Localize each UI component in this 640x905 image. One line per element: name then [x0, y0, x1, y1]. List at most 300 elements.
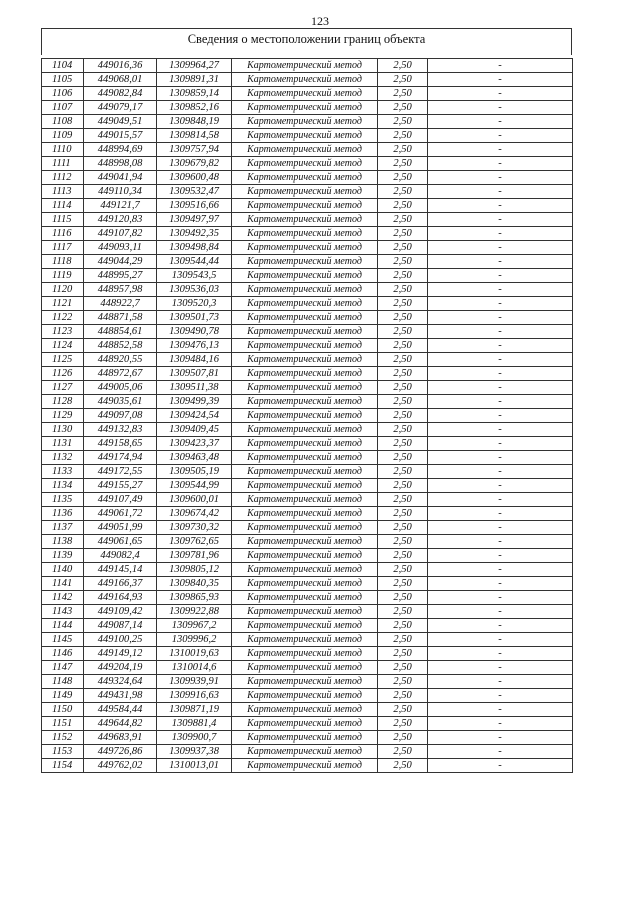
x-coordinate-cell: 448998,08: [84, 157, 157, 171]
point-number-cell: 1110: [42, 143, 84, 157]
table-row: [42, 437, 573, 451]
point-number-cell: 1144: [42, 619, 84, 633]
point-number-cell: 1142: [42, 591, 84, 605]
note-cell: -: [428, 745, 573, 759]
point-number-cell: 1108: [42, 115, 84, 129]
point-number-cell: 1118: [42, 255, 84, 269]
method-cell: Картометрический метод: [232, 675, 378, 689]
error-cell: 2,50: [378, 339, 428, 353]
method-cell: Картометрический метод: [232, 605, 378, 619]
y-coordinate-cell: 1309501,73: [157, 311, 232, 325]
y-coordinate-cell: 1309536,03: [157, 283, 232, 297]
table-row: [42, 549, 573, 563]
error-cell: 2,50: [378, 395, 428, 409]
note-cell: -: [428, 73, 573, 87]
table-row: [42, 675, 573, 689]
error-cell: 2,50: [378, 59, 428, 73]
note-cell: -: [428, 395, 573, 409]
point-number-cell: 1116: [42, 227, 84, 241]
point-number-cell: 1138: [42, 535, 84, 549]
y-coordinate-cell: 1309916,63: [157, 689, 232, 703]
table-row: [42, 87, 573, 101]
method-cell: Картометрический метод: [232, 465, 378, 479]
error-cell: 2,50: [378, 619, 428, 633]
error-cell: 2,50: [378, 73, 428, 87]
x-coordinate-cell: 449044,29: [84, 255, 157, 269]
point-number-cell: 1151: [42, 717, 84, 731]
note-cell: -: [428, 619, 573, 633]
note-cell: -: [428, 241, 573, 255]
x-coordinate-cell: 449158,65: [84, 437, 157, 451]
table-row: [42, 619, 573, 633]
table-row: [42, 367, 573, 381]
error-cell: 2,50: [378, 493, 428, 507]
table-row: [42, 423, 573, 437]
table-row: [42, 185, 573, 199]
x-coordinate-cell: 449093,11: [84, 241, 157, 255]
table-row: [42, 325, 573, 339]
y-coordinate-cell: 1309600,01: [157, 493, 232, 507]
point-number-cell: 1131: [42, 437, 84, 451]
point-number-cell: 1106: [42, 87, 84, 101]
error-cell: 2,50: [378, 563, 428, 577]
y-coordinate-cell: 1309814,58: [157, 129, 232, 143]
method-cell: Картометрический метод: [232, 703, 378, 717]
method-cell: Картометрический метод: [232, 479, 378, 493]
table-row: [42, 59, 573, 73]
method-cell: Картометрический метод: [232, 745, 378, 759]
method-cell: Картометрический метод: [232, 535, 378, 549]
method-cell: Картометрический метод: [232, 731, 378, 745]
y-coordinate-cell: 1309900,7: [157, 731, 232, 745]
page-number: 123: [311, 14, 329, 28]
y-coordinate-cell: 1309516,66: [157, 199, 232, 213]
error-cell: 2,50: [378, 633, 428, 647]
point-number-cell: 1139: [42, 549, 84, 563]
error-cell: 2,50: [378, 381, 428, 395]
note-cell: -: [428, 703, 573, 717]
coordinates-table: [41, 58, 573, 773]
point-number-cell: 1132: [42, 451, 84, 465]
x-coordinate-cell: 449079,17: [84, 101, 157, 115]
error-cell: 2,50: [378, 241, 428, 255]
x-coordinate-cell: 449155,27: [84, 479, 157, 493]
note-cell: -: [428, 731, 573, 745]
error-cell: 2,50: [378, 199, 428, 213]
error-cell: 2,50: [378, 367, 428, 381]
method-cell: Картометрический метод: [232, 157, 378, 171]
method-cell: Картометрический метод: [232, 73, 378, 87]
y-coordinate-cell: 1309600,48: [157, 171, 232, 185]
y-coordinate-cell: 1309507,81: [157, 367, 232, 381]
x-coordinate-cell: 449174,94: [84, 451, 157, 465]
y-coordinate-cell: 1309939,91: [157, 675, 232, 689]
x-coordinate-cell: 449164,93: [84, 591, 157, 605]
method-cell: Картометрический метод: [232, 297, 378, 311]
note-cell: -: [428, 59, 573, 73]
x-coordinate-cell: 449121,7: [84, 199, 157, 213]
method-cell: Картометрический метод: [232, 199, 378, 213]
method-cell: Картометрический метод: [232, 409, 378, 423]
point-number-cell: 1114: [42, 199, 84, 213]
x-coordinate-cell: 448922,7: [84, 297, 157, 311]
table-row: [42, 465, 573, 479]
point-number-cell: 1147: [42, 661, 84, 675]
x-coordinate-cell: 449082,4: [84, 549, 157, 563]
point-number-cell: 1150: [42, 703, 84, 717]
x-coordinate-cell: 449015,57: [84, 129, 157, 143]
error-cell: 2,50: [378, 745, 428, 759]
error-cell: 2,50: [378, 759, 428, 773]
note-cell: -: [428, 87, 573, 101]
note-cell: -: [428, 101, 573, 115]
point-number-cell: 1120: [42, 283, 84, 297]
point-number-cell: 1148: [42, 675, 84, 689]
method-cell: Картометрический метод: [232, 129, 378, 143]
method-cell: Картометрический метод: [232, 115, 378, 129]
method-cell: Картометрический метод: [232, 661, 378, 675]
table-row: [42, 255, 573, 269]
note-cell: -: [428, 549, 573, 563]
method-cell: Картометрический метод: [232, 339, 378, 353]
y-coordinate-cell: 1309996,2: [157, 633, 232, 647]
y-coordinate-cell: 1309891,31: [157, 73, 232, 87]
x-coordinate-cell: 449005,06: [84, 381, 157, 395]
point-number-cell: 1137: [42, 521, 84, 535]
x-coordinate-cell: 449120,83: [84, 213, 157, 227]
point-number-cell: 1115: [42, 213, 84, 227]
table-row: [42, 101, 573, 115]
table-row: [42, 493, 573, 507]
table-row: [42, 381, 573, 395]
y-coordinate-cell: 1309964,27: [157, 59, 232, 73]
error-cell: 2,50: [378, 115, 428, 129]
note-cell: -: [428, 143, 573, 157]
error-cell: 2,50: [378, 311, 428, 325]
y-coordinate-cell: 1309852,16: [157, 101, 232, 115]
table-row: [42, 717, 573, 731]
table-row: [42, 339, 573, 353]
x-coordinate-cell: 449049,51: [84, 115, 157, 129]
method-cell: Картометрический метод: [232, 171, 378, 185]
error-cell: 2,50: [378, 521, 428, 535]
note-cell: -: [428, 479, 573, 493]
method-cell: Картометрический метод: [232, 591, 378, 605]
x-coordinate-cell: 449061,65: [84, 535, 157, 549]
x-coordinate-cell: 448995,27: [84, 269, 157, 283]
table-row: [42, 353, 573, 367]
error-cell: 2,50: [378, 143, 428, 157]
table-row: [42, 605, 573, 619]
method-cell: Картометрический метод: [232, 507, 378, 521]
y-coordinate-cell: 1309492,35: [157, 227, 232, 241]
point-number-cell: 1133: [42, 465, 84, 479]
point-number-cell: 1127: [42, 381, 84, 395]
method-cell: Картометрический метод: [232, 423, 378, 437]
x-coordinate-cell: 449644,82: [84, 717, 157, 731]
error-cell: 2,50: [378, 423, 428, 437]
error-cell: 2,50: [378, 185, 428, 199]
x-coordinate-cell: 449683,91: [84, 731, 157, 745]
error-cell: 2,50: [378, 269, 428, 283]
y-coordinate-cell: 1309424,54: [157, 409, 232, 423]
point-number-cell: 1141: [42, 577, 84, 591]
x-coordinate-cell: 449016,36: [84, 59, 157, 73]
x-coordinate-cell: 449132,83: [84, 423, 157, 437]
y-coordinate-cell: 1309544,99: [157, 479, 232, 493]
point-number-cell: 1134: [42, 479, 84, 493]
error-cell: 2,50: [378, 535, 428, 549]
note-cell: -: [428, 563, 573, 577]
y-coordinate-cell: 1309967,2: [157, 619, 232, 633]
point-number-cell: 1112: [42, 171, 84, 185]
point-number-cell: 1128: [42, 395, 84, 409]
table-row: [42, 731, 573, 745]
note-cell: -: [428, 409, 573, 423]
error-cell: 2,50: [378, 647, 428, 661]
table-row: [42, 213, 573, 227]
error-cell: 2,50: [378, 675, 428, 689]
note-cell: -: [428, 661, 573, 675]
method-cell: Картометрический метод: [232, 521, 378, 535]
note-cell: -: [428, 451, 573, 465]
point-number-cell: 1143: [42, 605, 84, 619]
y-coordinate-cell: 1309757,94: [157, 143, 232, 157]
error-cell: 2,50: [378, 507, 428, 521]
x-coordinate-cell: 448854,61: [84, 325, 157, 339]
table-row: [42, 143, 573, 157]
note-cell: -: [428, 381, 573, 395]
y-coordinate-cell: 1310019,63: [157, 647, 232, 661]
x-coordinate-cell: 449726,86: [84, 745, 157, 759]
y-coordinate-cell: 1309674,42: [157, 507, 232, 521]
table-row: [42, 171, 573, 185]
y-coordinate-cell: 1309805,12: [157, 563, 232, 577]
table-row: [42, 157, 573, 171]
y-coordinate-cell: 1309490,78: [157, 325, 232, 339]
method-cell: Картометрический метод: [232, 493, 378, 507]
x-coordinate-cell: 449061,72: [84, 507, 157, 521]
error-cell: 2,50: [378, 479, 428, 493]
error-cell: 2,50: [378, 717, 428, 731]
note-cell: -: [428, 493, 573, 507]
note-cell: -: [428, 689, 573, 703]
y-coordinate-cell: 1309423,37: [157, 437, 232, 451]
point-number-cell: 1140: [42, 563, 84, 577]
x-coordinate-cell: 449166,37: [84, 577, 157, 591]
point-number-cell: 1107: [42, 101, 84, 115]
method-cell: Картометрический метод: [232, 269, 378, 283]
table-row: [42, 521, 573, 535]
table-row: [42, 297, 573, 311]
method-cell: Картометрический метод: [232, 213, 378, 227]
note-cell: -: [428, 325, 573, 339]
error-cell: 2,50: [378, 731, 428, 745]
y-coordinate-cell: 1310013,01: [157, 759, 232, 773]
y-coordinate-cell: 1309497,97: [157, 213, 232, 227]
point-number-cell: 1104: [42, 59, 84, 73]
point-number-cell: 1109: [42, 129, 84, 143]
error-cell: 2,50: [378, 577, 428, 591]
y-coordinate-cell: 1309859,14: [157, 87, 232, 101]
y-coordinate-cell: 1309762,65: [157, 535, 232, 549]
table-row: [42, 507, 573, 521]
y-coordinate-cell: 1309484,16: [157, 353, 232, 367]
x-coordinate-cell: 449107,49: [84, 493, 157, 507]
error-cell: 2,50: [378, 451, 428, 465]
table-row: [42, 591, 573, 605]
x-coordinate-cell: 449107,82: [84, 227, 157, 241]
point-number-cell: 1152: [42, 731, 84, 745]
method-cell: Картометрический метод: [232, 311, 378, 325]
x-coordinate-cell: 449109,42: [84, 605, 157, 619]
table-row: [42, 311, 573, 325]
note-cell: -: [428, 591, 573, 605]
note-cell: -: [428, 521, 573, 535]
method-cell: Картометрический метод: [232, 325, 378, 339]
coordinates-table-body: [42, 59, 573, 773]
note-cell: -: [428, 423, 573, 437]
method-cell: Картометрический метод: [232, 381, 378, 395]
error-cell: 2,50: [378, 101, 428, 115]
y-coordinate-cell: 1309781,96: [157, 549, 232, 563]
table-row: [42, 689, 573, 703]
method-cell: Картометрический метод: [232, 619, 378, 633]
table-row: [42, 745, 573, 759]
y-coordinate-cell: 1309937,38: [157, 745, 232, 759]
table-row: [42, 73, 573, 87]
method-cell: Картометрический метод: [232, 633, 378, 647]
note-cell: -: [428, 465, 573, 479]
point-number-cell: 1154: [42, 759, 84, 773]
point-number-cell: 1117: [42, 241, 84, 255]
method-cell: Картометрический метод: [232, 241, 378, 255]
x-coordinate-cell: 449584,44: [84, 703, 157, 717]
y-coordinate-cell: 1309848,19: [157, 115, 232, 129]
note-cell: -: [428, 255, 573, 269]
y-coordinate-cell: 1309871,19: [157, 703, 232, 717]
table-row: [42, 451, 573, 465]
point-number-cell: 1111: [42, 157, 84, 171]
table-row: [42, 129, 573, 143]
x-coordinate-cell: 449762,02: [84, 759, 157, 773]
x-coordinate-cell: 449068,01: [84, 73, 157, 87]
error-cell: 2,50: [378, 171, 428, 185]
x-coordinate-cell: 448871,58: [84, 311, 157, 325]
table-row: [42, 227, 573, 241]
x-coordinate-cell: 448957,98: [84, 283, 157, 297]
note-cell: -: [428, 675, 573, 689]
note-cell: -: [428, 115, 573, 129]
note-cell: -: [428, 367, 573, 381]
note-cell: -: [428, 647, 573, 661]
point-number-cell: 1119: [42, 269, 84, 283]
note-cell: -: [428, 353, 573, 367]
method-cell: Картометрический метод: [232, 143, 378, 157]
table-row: [42, 563, 573, 577]
error-cell: 2,50: [378, 157, 428, 171]
error-cell: 2,50: [378, 297, 428, 311]
y-coordinate-cell: 1309532,47: [157, 185, 232, 199]
error-cell: 2,50: [378, 591, 428, 605]
method-cell: Картометрический метод: [232, 689, 378, 703]
note-cell: -: [428, 577, 573, 591]
y-coordinate-cell: 1309865,93: [157, 591, 232, 605]
error-cell: 2,50: [378, 129, 428, 143]
note-cell: -: [428, 437, 573, 451]
method-cell: Картометрический метод: [232, 367, 378, 381]
y-coordinate-cell: 1309476,13: [157, 339, 232, 353]
table-row: [42, 759, 573, 773]
x-coordinate-cell: 449035,61: [84, 395, 157, 409]
y-coordinate-cell: 1309520,3: [157, 297, 232, 311]
error-cell: 2,50: [378, 465, 428, 479]
note-cell: -: [428, 269, 573, 283]
point-number-cell: 1146: [42, 647, 84, 661]
x-coordinate-cell: 449324,64: [84, 675, 157, 689]
method-cell: Картометрический метод: [232, 59, 378, 73]
note-cell: -: [428, 339, 573, 353]
note-cell: -: [428, 759, 573, 773]
table-row: [42, 577, 573, 591]
method-cell: Картометрический метод: [232, 563, 378, 577]
y-coordinate-cell: 1310014,6: [157, 661, 232, 675]
note-cell: -: [428, 297, 573, 311]
y-coordinate-cell: 1309498,84: [157, 241, 232, 255]
method-cell: Картометрический метод: [232, 717, 378, 731]
x-coordinate-cell: 449097,08: [84, 409, 157, 423]
y-coordinate-cell: 1309543,5: [157, 269, 232, 283]
method-cell: Картометрический метод: [232, 227, 378, 241]
x-coordinate-cell: 449431,98: [84, 689, 157, 703]
y-coordinate-cell: 1309922,88: [157, 605, 232, 619]
method-cell: Картометрический метод: [232, 577, 378, 591]
x-coordinate-cell: 448994,69: [84, 143, 157, 157]
y-coordinate-cell: 1309730,32: [157, 521, 232, 535]
x-coordinate-cell: 449204,19: [84, 661, 157, 675]
note-cell: -: [428, 129, 573, 143]
error-cell: 2,50: [378, 353, 428, 367]
point-number-cell: 1129: [42, 409, 84, 423]
x-coordinate-cell: 449041,94: [84, 171, 157, 185]
point-number-cell: 1124: [42, 339, 84, 353]
point-number-cell: 1121: [42, 297, 84, 311]
note-cell: -: [428, 283, 573, 297]
method-cell: Картометрический метод: [232, 87, 378, 101]
x-coordinate-cell: 449087,14: [84, 619, 157, 633]
error-cell: 2,50: [378, 87, 428, 101]
table-row: [42, 283, 573, 297]
note-cell: -: [428, 605, 573, 619]
point-number-cell: 1136: [42, 507, 84, 521]
error-cell: 2,50: [378, 409, 428, 423]
x-coordinate-cell: 448972,67: [84, 367, 157, 381]
y-coordinate-cell: 1309463,48: [157, 451, 232, 465]
y-coordinate-cell: 1309840,35: [157, 577, 232, 591]
x-coordinate-cell: 449149,12: [84, 647, 157, 661]
table-row: [42, 647, 573, 661]
table-row: [42, 241, 573, 255]
error-cell: 2,50: [378, 689, 428, 703]
point-number-cell: 1149: [42, 689, 84, 703]
point-number-cell: 1122: [42, 311, 84, 325]
point-number-cell: 1145: [42, 633, 84, 647]
note-cell: -: [428, 717, 573, 731]
table-row: [42, 633, 573, 647]
method-cell: Картометрический метод: [232, 549, 378, 563]
error-cell: 2,50: [378, 703, 428, 717]
method-cell: Картометрический метод: [232, 101, 378, 115]
